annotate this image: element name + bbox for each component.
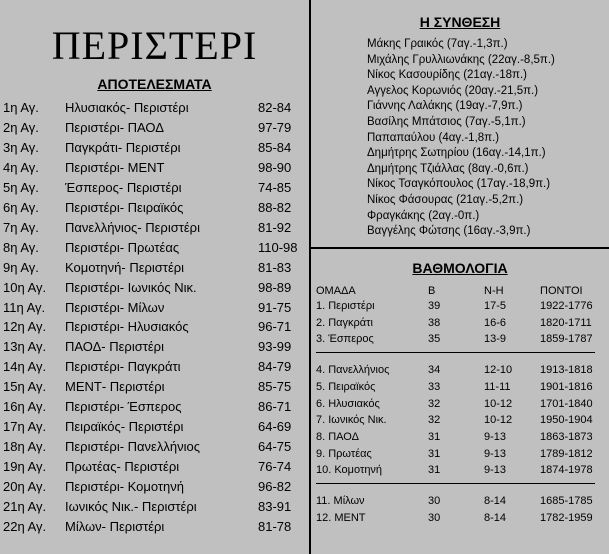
standing-team: 1. Περιστέρι bbox=[316, 300, 375, 312]
result-row bbox=[0, 419, 309, 439]
standing-scores: 1863-1873 bbox=[540, 430, 593, 443]
result-round: 14η Αγ. bbox=[3, 359, 47, 375]
standing-team: 7. Ιωνικός Νικ. bbox=[316, 414, 387, 427]
standing-wins-losses: 9-13 bbox=[484, 430, 507, 443]
result-score: 81-92 bbox=[258, 219, 292, 235]
player-item: Δημήτρης Σωτηρίου (16αγ.-14,1π.) bbox=[367, 147, 546, 160]
results-heading: ΑΠΟΤΕΛΕΣΜΑΤΑ bbox=[97, 76, 212, 92]
result-score: 98-89 bbox=[258, 279, 292, 295]
standing-team: 10. Κομοτηνή bbox=[316, 464, 383, 477]
result-score: 110-98 bbox=[258, 239, 298, 255]
standing-wins-losses: 8-14 bbox=[484, 495, 507, 507]
standing-scores: 1782-1959 bbox=[540, 511, 593, 524]
result-row bbox=[0, 220, 309, 240]
standing-team: 11. Μίλων bbox=[316, 495, 365, 507]
result-row bbox=[0, 260, 309, 280]
result-round: 20η Αγ. bbox=[3, 479, 47, 495]
standing-points: 32 bbox=[428, 414, 441, 427]
standing-wins-losses: 10-12 bbox=[484, 414, 513, 427]
result-row bbox=[0, 180, 309, 200]
result-match: Περιστέρι- Ιωνικός Νικ. bbox=[65, 279, 197, 295]
result-score: 96-82 bbox=[258, 479, 292, 495]
result-row bbox=[0, 339, 309, 359]
result-row bbox=[0, 399, 309, 419]
result-match: ΜΕΝΤ- Περιστέρι bbox=[65, 379, 165, 395]
result-score: 85-84 bbox=[258, 139, 292, 155]
standing-scores: 1859-1787 bbox=[540, 333, 593, 346]
standing-scores: 1789-1812 bbox=[540, 447, 593, 460]
column-header-scores: ΠΟΝΤΟΙ bbox=[540, 285, 583, 297]
standings-separator bbox=[316, 352, 595, 353]
result-match: Ηλυσιακός- Περιστέρι bbox=[65, 100, 189, 115]
result-match: Περιστέρι- ΜΕΝΤ bbox=[65, 159, 165, 175]
result-round: 16η Αγ. bbox=[3, 399, 47, 415]
result-match: Ιωνικός Νικ.- Περιστέρι bbox=[65, 499, 197, 514]
result-score: 93-99 bbox=[258, 339, 292, 355]
result-match: Περιστέρι- Πειραϊκός bbox=[65, 199, 184, 215]
result-row bbox=[0, 359, 309, 379]
standing-wins-losses: 11-11 bbox=[484, 380, 511, 393]
result-row bbox=[0, 379, 309, 399]
result-score: 85-75 bbox=[258, 379, 292, 395]
result-score: 64-75 bbox=[258, 439, 292, 455]
result-match: ΠΑΟΔ- Περιστέρι bbox=[65, 339, 164, 355]
standing-team: 6. Ηλυσιακός bbox=[316, 397, 380, 410]
standing-points: 35 bbox=[428, 333, 441, 346]
result-round: 11η Αγ. bbox=[3, 299, 46, 315]
result-round: 15η Αγ. bbox=[3, 379, 47, 395]
result-row bbox=[0, 140, 309, 160]
standing-team: 12. ΜΕΝΤ bbox=[316, 511, 366, 524]
result-round: 9η Αγ. bbox=[3, 259, 39, 275]
result-score: 97-79 bbox=[258, 119, 292, 135]
result-round: 4η Αγ. bbox=[3, 159, 39, 175]
player-item: Βασίλης Μπάτσιος (7αγ.-5,1π.) bbox=[367, 116, 526, 128]
result-row bbox=[0, 100, 309, 120]
standing-wins-losses: 12-10 bbox=[484, 364, 513, 377]
standing-points: 31 bbox=[428, 447, 441, 460]
player-item: Νίκος Φάσουρας (21αγ.-5,2π.) bbox=[367, 194, 524, 206]
result-score: 81-83 bbox=[258, 259, 292, 275]
result-match: Περιστέρι- Ηλυσιακός bbox=[65, 319, 189, 335]
result-score: 84-79 bbox=[258, 359, 292, 375]
standing-scores: 1701-1840 bbox=[540, 397, 593, 410]
standing-points: 30 bbox=[428, 511, 441, 524]
standing-team: 5. Πειραϊκός bbox=[316, 380, 376, 393]
player-item: Νίκος Τσαγκόπουλος (17αγ.-18,9π.) bbox=[367, 178, 551, 191]
result-row bbox=[0, 240, 309, 260]
standing-scores: 1922-1776 bbox=[540, 300, 593, 312]
result-match: Περιστέρι- Πανελλήνιος bbox=[65, 439, 200, 455]
result-row bbox=[0, 160, 309, 180]
standing-team: 4. Πανελλήνιος bbox=[316, 364, 390, 377]
result-score: 81-78 bbox=[258, 518, 292, 534]
standing-wins-losses: 13-9 bbox=[484, 333, 507, 346]
standing-points: 38 bbox=[428, 316, 441, 329]
standing-team: 8. ΠΑΟΔ bbox=[316, 430, 359, 443]
result-score: 64-69 bbox=[258, 419, 292, 435]
standing-wins-losses: 10-12 bbox=[484, 397, 513, 410]
player-item: Γιάννης Λαλάκης (19αγ.-7,9π.) bbox=[367, 100, 523, 113]
standing-points: 30 bbox=[428, 495, 441, 507]
standing-wins-losses: 9-13 bbox=[484, 464, 507, 477]
result-match: Πειραϊκός- Περιστέρι bbox=[65, 419, 184, 435]
result-match: Κομοτηνή- Περιστέρι bbox=[65, 259, 185, 275]
standing-wins-losses: 9-13 bbox=[484, 447, 507, 460]
result-round: 22η Αγ. bbox=[3, 518, 47, 534]
result-row bbox=[0, 439, 309, 459]
result-round: 2η Αγ. bbox=[3, 119, 39, 135]
result-round: 17η Αγ. bbox=[3, 419, 47, 435]
standing-team: 3. Έσπερος bbox=[316, 333, 374, 346]
standing-scores: 1950-1904 bbox=[540, 414, 593, 427]
squad-heading: Η ΣΥΝΘΕΣΗ bbox=[419, 14, 501, 30]
standing-points: 31 bbox=[428, 430, 441, 443]
result-match: Παγκράτι- Περιστέρι bbox=[65, 139, 181, 155]
result-row bbox=[0, 200, 309, 220]
player-item: Αγγελος Κορωνιός (20αγ.-21,5π.) bbox=[367, 84, 539, 97]
player-item: Φραγκάκης (2αγ.-0π.) bbox=[367, 209, 480, 222]
player-item: Δημήτρης Τζιάλλας (8αγ.-0,6π.) bbox=[367, 162, 529, 175]
result-row bbox=[0, 459, 309, 479]
result-score: 83-91 bbox=[258, 499, 292, 514]
standings-separator bbox=[316, 483, 595, 484]
column-header-team: ΟΜΑΔΑ bbox=[316, 285, 356, 297]
page-title: ΠΕΡΙΣΤΕΡΙ bbox=[51, 23, 258, 68]
result-round: 21η Αγ. bbox=[3, 499, 47, 514]
result-round: 8η Αγ. bbox=[3, 239, 39, 255]
standing-points: 33 bbox=[428, 380, 441, 393]
horizontal-divider bbox=[311, 247, 609, 249]
result-match: Περιστέρι- Πρωτέας bbox=[65, 239, 180, 255]
result-match: Περιστέρι- Παγκράτι bbox=[65, 359, 181, 375]
result-match: Έσπερος- Περιστέρι bbox=[65, 179, 182, 195]
result-round: 5η Αγ. bbox=[3, 179, 39, 195]
standing-scores: 1901-1816 bbox=[540, 380, 593, 393]
standing-wins-losses: 16-6 bbox=[484, 316, 507, 329]
standing-scores: 1913-1818 bbox=[540, 364, 593, 377]
vertical-divider bbox=[309, 0, 311, 554]
standing-scores: 1820-1711 bbox=[540, 316, 592, 329]
result-match: Πανελλήνιος- Περιστέρι bbox=[65, 219, 200, 235]
result-round: 12η Αγ. bbox=[3, 319, 47, 335]
result-match: Περιστέρι- Έσπερος bbox=[65, 399, 182, 415]
standing-scores: 1685-1785 bbox=[540, 495, 593, 507]
player-item: Νίκος Κασουρίδης (21αγ.-18π.) bbox=[367, 69, 527, 82]
result-match: Περιστέρι- ΠΑΟΔ bbox=[65, 119, 164, 135]
player-item: Μάκης Γραικός (7αγ.-1,3π.) bbox=[367, 38, 508, 50]
result-score: 88-82 bbox=[258, 199, 292, 215]
standing-wins-losses: 17-5 bbox=[484, 300, 507, 312]
result-match: Περιστέρι- Μίλων bbox=[65, 299, 165, 315]
result-score: 91-75 bbox=[258, 299, 292, 315]
result-round: 19η Αγ. bbox=[3, 459, 47, 475]
result-score: 86-71 bbox=[258, 399, 292, 415]
standing-team: 9. Πρωτέας bbox=[316, 447, 372, 460]
result-match: Περιστέρι- Κομοτηνή bbox=[65, 479, 185, 495]
result-match: Πρωτέας- Περιστέρι bbox=[65, 459, 180, 475]
player-item: Βαγγέλης Φώτσης (16αγ.-3,9π.) bbox=[367, 225, 531, 238]
standing-points: 31 bbox=[428, 464, 441, 477]
standing-scores: 1874-1978 bbox=[540, 464, 593, 477]
result-score: 76-74 bbox=[258, 459, 292, 475]
result-round: 6η Αγ. bbox=[3, 199, 39, 215]
result-round: 3η Αγ. bbox=[3, 139, 39, 155]
result-score: 82-84 bbox=[258, 100, 292, 115]
standings-heading: ΒΑΘΜΟΛΟΓΙΑ bbox=[412, 260, 508, 276]
result-round: 13η Αγ. bbox=[3, 339, 47, 355]
standing-points: 39 bbox=[428, 300, 441, 312]
result-score: 98-90 bbox=[258, 159, 292, 175]
standing-points: 32 bbox=[428, 397, 441, 410]
column-header-wins-losses: Ν-Η bbox=[484, 285, 504, 297]
standing-points: 34 bbox=[428, 364, 441, 377]
result-round: 10η Αγ. bbox=[3, 279, 47, 295]
result-score: 74-85 bbox=[258, 179, 292, 195]
result-round: 18η Αγ. bbox=[3, 439, 47, 455]
player-item: Μιχάλης Γρυλλιωνάκης (22αγ.-8,5π.) bbox=[367, 53, 555, 66]
result-round: 7η Αγ. bbox=[3, 219, 39, 235]
result-match: Μίλων- Περιστέρι bbox=[65, 518, 165, 534]
standing-team: 2. Παγκράτι bbox=[316, 316, 373, 329]
result-row bbox=[0, 300, 309, 320]
result-row bbox=[0, 120, 309, 140]
player-item: Παπαπαύλου (4αγ.-1,8π.) bbox=[367, 131, 500, 144]
result-row bbox=[0, 319, 309, 339]
result-score: 96-71 bbox=[258, 319, 292, 335]
result-row bbox=[0, 499, 309, 519]
result-row bbox=[0, 519, 309, 539]
standing-wins-losses: 8-14 bbox=[484, 511, 507, 524]
result-row bbox=[0, 280, 309, 300]
result-round: 1η Αγ. bbox=[3, 100, 39, 115]
column-header-points: Β bbox=[428, 285, 436, 297]
result-row bbox=[0, 479, 309, 499]
